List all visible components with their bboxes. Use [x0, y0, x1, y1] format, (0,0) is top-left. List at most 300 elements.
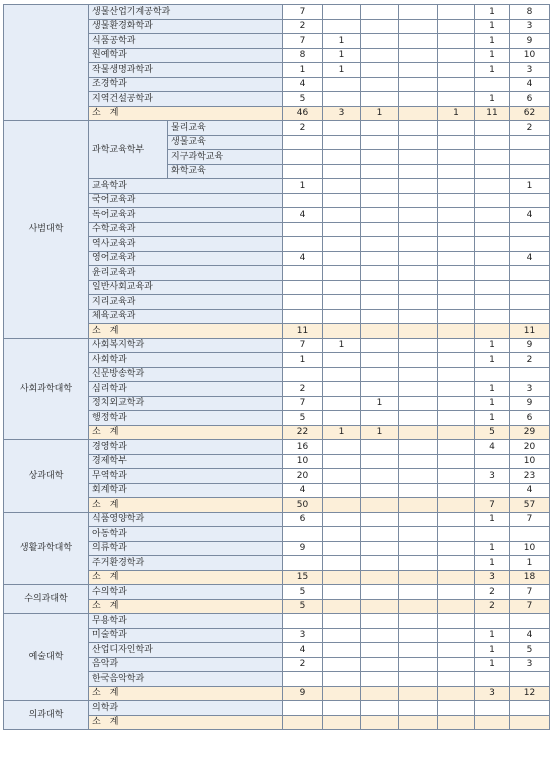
- count-cell: [399, 483, 438, 498]
- count-cell: [283, 237, 323, 252]
- count-cell: [323, 92, 361, 107]
- count-cell: 2: [475, 585, 510, 600]
- count-cell: [399, 512, 438, 527]
- count-cell: [361, 77, 399, 92]
- count-cell: [438, 135, 475, 150]
- count-cell: [475, 237, 510, 252]
- count-cell: [323, 77, 361, 92]
- department-cell: 수의학과: [89, 585, 283, 600]
- total-cell: [510, 295, 550, 310]
- count-cell: [438, 280, 475, 295]
- department-cell: 사회복지학과: [89, 338, 283, 353]
- total-cell: 3: [510, 382, 550, 397]
- count-cell: [361, 527, 399, 542]
- count-cell: [438, 150, 475, 165]
- total-cell: 57: [510, 498, 550, 513]
- count-cell: [438, 5, 475, 20]
- department-cell: 작물생명과학과: [89, 63, 283, 78]
- count-cell: [323, 280, 361, 295]
- count-cell: 1: [438, 106, 475, 121]
- count-cell: 1: [475, 396, 510, 411]
- count-cell: [438, 672, 475, 687]
- count-cell: [361, 266, 399, 281]
- count-cell: [399, 367, 438, 382]
- count-cell: [438, 208, 475, 223]
- count-cell: 1: [361, 425, 399, 440]
- count-cell: [323, 715, 361, 730]
- count-cell: [361, 701, 399, 716]
- count-cell: [438, 440, 475, 455]
- subtotal-label: 소 계: [89, 570, 283, 585]
- count-cell: [399, 34, 438, 49]
- count-cell: [438, 570, 475, 585]
- count-cell: [399, 715, 438, 730]
- count-cell: [323, 570, 361, 585]
- total-cell: 6: [510, 411, 550, 426]
- count-cell: [438, 454, 475, 469]
- count-cell: [323, 657, 361, 672]
- count-cell: [399, 338, 438, 353]
- count-cell: [438, 643, 475, 658]
- department-cell: 수학교육과: [89, 222, 283, 237]
- count-cell: [438, 382, 475, 397]
- count-cell: [438, 295, 475, 310]
- count-cell: 7: [283, 34, 323, 49]
- count-cell: 8: [283, 48, 323, 63]
- count-cell: [438, 425, 475, 440]
- department-cell: 산업디자인학과: [89, 643, 283, 658]
- count-cell: [361, 541, 399, 556]
- count-cell: [438, 309, 475, 324]
- total-cell: [510, 266, 550, 281]
- count-cell: [361, 353, 399, 368]
- count-cell: [438, 396, 475, 411]
- count-cell: [361, 338, 399, 353]
- count-cell: [283, 266, 323, 281]
- count-cell: [438, 367, 475, 382]
- count-cell: [399, 527, 438, 542]
- count-cell: [361, 208, 399, 223]
- count-cell: 1: [323, 425, 361, 440]
- count-cell: [399, 208, 438, 223]
- count-cell: [438, 237, 475, 252]
- count-cell: [399, 585, 438, 600]
- total-cell: 7: [510, 585, 550, 600]
- department-cell: 사회학과: [89, 353, 283, 368]
- count-cell: [283, 367, 323, 382]
- total-cell: [510, 164, 550, 179]
- count-cell: 11: [283, 324, 323, 339]
- subtotal-label: 소 계: [89, 425, 283, 440]
- college-cell: 예술대학: [4, 614, 89, 701]
- count-cell: 1: [475, 382, 510, 397]
- count-cell: 1: [475, 657, 510, 672]
- total-cell: 6: [510, 92, 550, 107]
- total-cell: [510, 614, 550, 629]
- count-cell: [399, 614, 438, 629]
- count-cell: 7: [283, 338, 323, 353]
- table-row: [4, 440, 550, 455]
- count-cell: [283, 150, 323, 165]
- count-cell: 5: [283, 92, 323, 107]
- total-cell: [510, 367, 550, 382]
- count-cell: 46: [283, 106, 323, 121]
- count-cell: [399, 222, 438, 237]
- department-cell: 체육교육과: [89, 309, 283, 324]
- count-cell: [323, 686, 361, 701]
- table-row: [4, 701, 550, 716]
- count-cell: [283, 280, 323, 295]
- department-cell: 식품영양학과: [89, 512, 283, 527]
- count-cell: [399, 63, 438, 78]
- count-cell: [475, 454, 510, 469]
- count-cell: 6: [283, 512, 323, 527]
- count-cell: [438, 92, 475, 107]
- department-cell: 정치외교학과: [89, 396, 283, 411]
- count-cell: [361, 92, 399, 107]
- count-cell: [283, 614, 323, 629]
- count-cell: [323, 628, 361, 643]
- count-cell: [323, 5, 361, 20]
- count-cell: [399, 411, 438, 426]
- count-cell: [323, 454, 361, 469]
- count-cell: 5: [283, 411, 323, 426]
- count-cell: 1: [475, 338, 510, 353]
- count-cell: [323, 599, 361, 614]
- count-cell: [399, 150, 438, 165]
- count-cell: [399, 251, 438, 266]
- college-cell: [4, 5, 89, 121]
- count-cell: 1: [475, 92, 510, 107]
- count-cell: [438, 483, 475, 498]
- department-cell: 지리교육과: [89, 295, 283, 310]
- department-cell: 경제학부: [89, 454, 283, 469]
- count-cell: [475, 77, 510, 92]
- count-cell: [361, 121, 399, 136]
- count-cell: [323, 150, 361, 165]
- count-cell: [475, 266, 510, 281]
- count-cell: [361, 280, 399, 295]
- count-cell: 16: [283, 440, 323, 455]
- total-cell: [510, 135, 550, 150]
- count-cell: [361, 295, 399, 310]
- total-cell: 3: [510, 657, 550, 672]
- count-cell: [438, 353, 475, 368]
- total-cell: 3: [510, 19, 550, 34]
- count-cell: [399, 266, 438, 281]
- major-cell: 물리교육: [168, 121, 283, 136]
- count-cell: [475, 222, 510, 237]
- count-cell: 1: [475, 512, 510, 527]
- count-cell: 1: [475, 34, 510, 49]
- count-cell: [361, 672, 399, 687]
- count-cell: [283, 295, 323, 310]
- count-cell: [475, 672, 510, 687]
- total-cell: [510, 527, 550, 542]
- count-cell: [475, 367, 510, 382]
- total-cell: 4: [510, 208, 550, 223]
- total-cell: [510, 193, 550, 208]
- count-cell: [475, 483, 510, 498]
- count-cell: 2: [283, 19, 323, 34]
- total-cell: 4: [510, 628, 550, 643]
- count-cell: [399, 643, 438, 658]
- college-cell: 수의과대학: [4, 585, 89, 614]
- count-cell: [323, 483, 361, 498]
- department-cell: 의류학과: [89, 541, 283, 556]
- count-cell: [438, 179, 475, 194]
- count-cell: 1: [475, 19, 510, 34]
- college-cell: 의과대학: [4, 701, 89, 730]
- count-cell: 3: [283, 628, 323, 643]
- count-cell: [283, 701, 323, 716]
- count-cell: 2: [475, 599, 510, 614]
- count-cell: [361, 512, 399, 527]
- count-cell: [399, 657, 438, 672]
- count-cell: 4: [283, 208, 323, 223]
- count-cell: [323, 367, 361, 382]
- total-cell: 3: [510, 63, 550, 78]
- count-cell: [399, 701, 438, 716]
- count-cell: [323, 237, 361, 252]
- count-cell: [438, 193, 475, 208]
- count-cell: [361, 585, 399, 600]
- count-cell: [475, 164, 510, 179]
- count-cell: 5: [475, 425, 510, 440]
- department-cell: 미술학과: [89, 628, 283, 643]
- department-cell: 경영학과: [89, 440, 283, 455]
- count-cell: [399, 353, 438, 368]
- total-cell: [510, 715, 550, 730]
- college-cell: 사범대학: [4, 121, 89, 339]
- count-cell: 50: [283, 498, 323, 513]
- count-cell: [438, 498, 475, 513]
- count-cell: [438, 541, 475, 556]
- count-cell: 3: [475, 686, 510, 701]
- count-cell: 4: [475, 440, 510, 455]
- count-cell: [399, 541, 438, 556]
- department-cell: 독어교육과: [89, 208, 283, 223]
- total-cell: 62: [510, 106, 550, 121]
- count-cell: [361, 5, 399, 20]
- count-cell: [399, 164, 438, 179]
- total-cell: [510, 309, 550, 324]
- count-cell: [323, 222, 361, 237]
- count-cell: [438, 164, 475, 179]
- total-cell: [510, 222, 550, 237]
- count-cell: [399, 295, 438, 310]
- total-cell: 5: [510, 643, 550, 658]
- count-cell: [361, 179, 399, 194]
- count-cell: [361, 614, 399, 629]
- count-cell: [399, 425, 438, 440]
- count-cell: [361, 324, 399, 339]
- count-cell: [361, 411, 399, 426]
- count-cell: [438, 48, 475, 63]
- count-cell: [361, 715, 399, 730]
- count-cell: [323, 121, 361, 136]
- department-cell: 일반사회교육과: [89, 280, 283, 295]
- total-cell: 1: [510, 179, 550, 194]
- total-cell: [510, 280, 550, 295]
- count-cell: 1: [475, 556, 510, 571]
- count-cell: [361, 628, 399, 643]
- count-cell: [361, 657, 399, 672]
- count-cell: [438, 411, 475, 426]
- total-cell: 18: [510, 570, 550, 585]
- count-cell: [399, 672, 438, 687]
- count-cell: 1: [475, 643, 510, 658]
- count-cell: [323, 179, 361, 194]
- count-cell: 2: [283, 121, 323, 136]
- total-cell: 8: [510, 5, 550, 20]
- subtotal-label: 소 계: [89, 498, 283, 513]
- count-cell: 1: [323, 48, 361, 63]
- count-cell: [361, 34, 399, 49]
- count-cell: [361, 570, 399, 585]
- count-cell: 1: [475, 411, 510, 426]
- count-cell: [438, 556, 475, 571]
- total-cell: 10: [510, 541, 550, 556]
- count-cell: 3: [323, 106, 361, 121]
- department-cell: 한국음악학과: [89, 672, 283, 687]
- count-cell: 9: [283, 541, 323, 556]
- total-cell: 9: [510, 338, 550, 353]
- count-cell: [438, 77, 475, 92]
- count-cell: [438, 657, 475, 672]
- count-cell: 1: [475, 63, 510, 78]
- department-cell: 국어교육과: [89, 193, 283, 208]
- department-cell: 원예학과: [89, 48, 283, 63]
- total-cell: [510, 701, 550, 716]
- total-cell: 4: [510, 77, 550, 92]
- count-cell: [361, 48, 399, 63]
- total-cell: 23: [510, 469, 550, 484]
- count-cell: [361, 686, 399, 701]
- count-cell: [399, 309, 438, 324]
- count-cell: [438, 63, 475, 78]
- count-cell: [323, 251, 361, 266]
- count-cell: [399, 5, 438, 20]
- count-cell: 11: [475, 106, 510, 121]
- department-cell: 지역건설공학과: [89, 92, 283, 107]
- count-cell: [399, 686, 438, 701]
- count-cell: 9: [283, 686, 323, 701]
- count-cell: [323, 498, 361, 513]
- count-cell: [475, 614, 510, 629]
- count-cell: [361, 454, 399, 469]
- department-group-cell: 과학교육학부: [89, 121, 168, 179]
- count-cell: 1: [475, 541, 510, 556]
- major-cell: 화학교육: [168, 164, 283, 179]
- total-cell: 29: [510, 425, 550, 440]
- count-cell: [399, 121, 438, 136]
- college-cell: 상과대학: [4, 440, 89, 513]
- department-cell: 주거환경학과: [89, 556, 283, 571]
- count-cell: [361, 251, 399, 266]
- count-cell: [399, 556, 438, 571]
- count-cell: 2: [283, 657, 323, 672]
- count-cell: [399, 237, 438, 252]
- table-row: [4, 121, 550, 136]
- count-cell: [323, 440, 361, 455]
- count-cell: 7: [283, 396, 323, 411]
- count-cell: [361, 309, 399, 324]
- count-cell: [323, 469, 361, 484]
- count-cell: 1: [475, 353, 510, 368]
- department-cell: 심리학과: [89, 382, 283, 397]
- department-cell: 영어교육과: [89, 251, 283, 266]
- count-cell: [323, 585, 361, 600]
- count-cell: [399, 92, 438, 107]
- count-cell: [399, 193, 438, 208]
- count-cell: [438, 469, 475, 484]
- count-cell: [438, 628, 475, 643]
- count-cell: [323, 193, 361, 208]
- total-cell: [510, 672, 550, 687]
- count-cell: [438, 715, 475, 730]
- count-cell: [323, 266, 361, 281]
- count-cell: [283, 527, 323, 542]
- count-cell: [438, 121, 475, 136]
- count-cell: [283, 309, 323, 324]
- count-cell: [438, 222, 475, 237]
- count-cell: [399, 324, 438, 339]
- department-cell: 무역학과: [89, 469, 283, 484]
- count-cell: [283, 556, 323, 571]
- total-cell: 2: [510, 121, 550, 136]
- count-cell: [438, 19, 475, 34]
- count-cell: 15: [283, 570, 323, 585]
- count-cell: [475, 135, 510, 150]
- count-cell: 4: [283, 77, 323, 92]
- count-cell: [399, 19, 438, 34]
- count-cell: [361, 63, 399, 78]
- table-row: [4, 512, 550, 527]
- subtotal-label: 소 계: [89, 599, 283, 614]
- count-cell: [399, 382, 438, 397]
- count-cell: [475, 179, 510, 194]
- count-cell: 1: [323, 338, 361, 353]
- count-cell: [399, 135, 438, 150]
- count-cell: [361, 367, 399, 382]
- count-cell: [323, 396, 361, 411]
- count-cell: [438, 527, 475, 542]
- count-cell: [438, 686, 475, 701]
- department-cell: 행정학과: [89, 411, 283, 426]
- count-cell: 4: [283, 643, 323, 658]
- subtotal-label: 소 계: [89, 324, 283, 339]
- count-cell: [323, 295, 361, 310]
- count-cell: [475, 193, 510, 208]
- count-cell: 1: [323, 63, 361, 78]
- count-cell: 1: [283, 63, 323, 78]
- count-cell: 5: [283, 585, 323, 600]
- table-row: [4, 5, 550, 20]
- count-cell: [399, 280, 438, 295]
- count-cell: [283, 715, 323, 730]
- count-cell: 3: [475, 570, 510, 585]
- count-cell: [361, 469, 399, 484]
- total-cell: [510, 150, 550, 165]
- subtotal-label: 소 계: [89, 715, 283, 730]
- count-cell: [475, 309, 510, 324]
- count-cell: [323, 556, 361, 571]
- count-cell: 4: [283, 483, 323, 498]
- count-cell: [361, 222, 399, 237]
- total-cell: 10: [510, 48, 550, 63]
- count-cell: [323, 164, 361, 179]
